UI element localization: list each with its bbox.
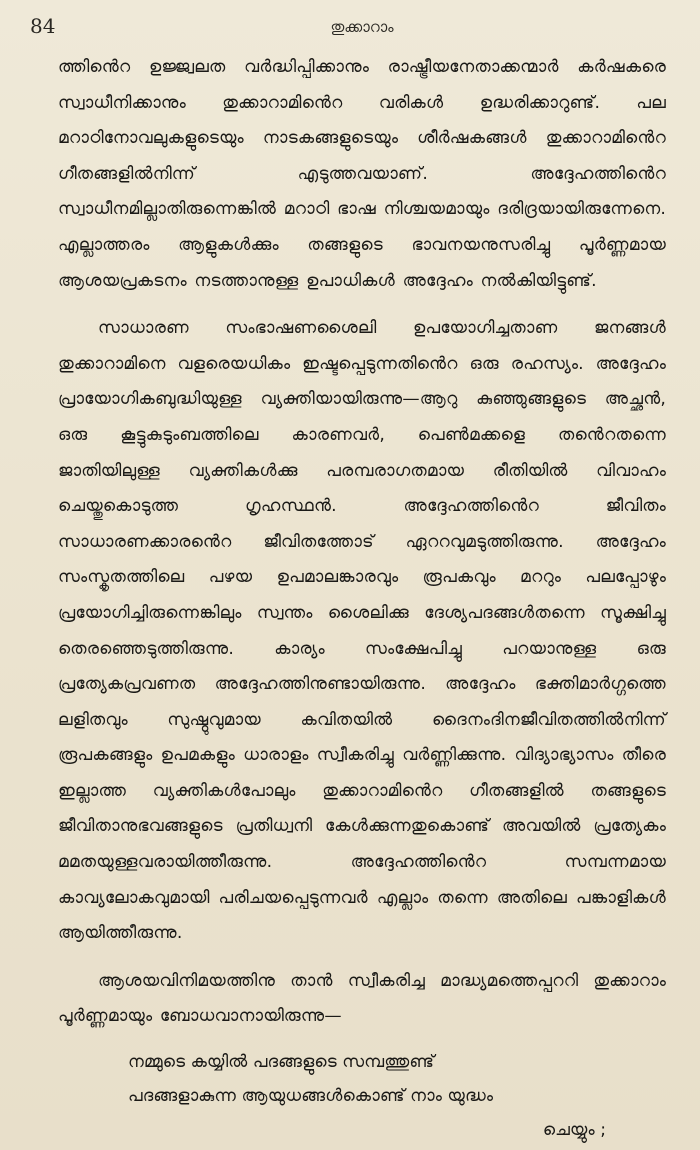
verse-line-1: നമ്മുടെ കയ്യിൽ പദങ്ങളുടെ സമ്പത്തുണ്ട് — [128, 1052, 435, 1073]
paragraph-3: ആശയവിനിമയത്തിനു താൻ സ്വീകരിച്ച മാദ്ധ്യമത്തെപ്പററി തുക്കാറാം പൂർണ്ണമായും ബോധവാനായിരുന്നു— — [58, 970, 666, 1027]
verse-line-3: ചെയ്യും ; — [542, 1120, 606, 1141]
body-text — [58, 50, 666, 1035]
running-head: തുക്കാറാം — [330, 18, 394, 36]
page-number: 84 — [30, 14, 56, 38]
page-header — [30, 14, 666, 50]
paragraph-1: ത്തിൻെറ ഉജ്ജ്വലത വർദ്ധിപ്പിക്കാനും രാഷ്ട്രീയനേതാക്കന്മാർ കർഷകരെ സ്വാധീനിക്കാനും തുക്കാറാമിൻെറ വരികൾ ഉദ്ധരിക്കാറുണ്ട്. പല മറാഠിനോവലുകളുടെയും നാടകങ്ങളുടെയും ശീർഷകങ്ങൾ തുക്കാറാമിൻെറ ഗീതങ്ങളിൽനിന്ന് എടുത്തവയാണ്. അദ്ദേഹത്തിൻെറ സ്വാധീനമില്ലാതിരുന്നെങ്കിൽ മറാഠി ഭാഷ നിശ്ചയമായും ദരിദ്രയായിരുന്നേനെ. എല്ലാത്തരം ആളുകൾക്കും തങ്ങളുടെ ഭാവനയനുസരിച്ചു പൂർണ്ണമായ ആശയപ്രകടനം നടത്താനുള്ള ഉപാധികൾ അദ്ദേഹം നൽകിയിട്ടുണ്ട്. — [58, 57, 666, 291]
verse-quote — [58, 1045, 666, 1147]
verse-line-2: പദങ്ങളാകുന്ന ആയുധങ്ങൾകൊണ്ട് നാം യുദ്ധം — [128, 1086, 494, 1107]
paragraph-2: സാധാരണ സംഭാഷണശൈലി ഉപയോഗിച്ചതാണ ജനങ്ങൾ തുക്കാറാമിനെ വളരെയധികം ഇഷ്ടപ്പെടുന്നതിൻെറ ഒരു രഹസ്യം. അദ്ദേഹം പ്രായോഗികബുദ്ധിയുള്ള വ്യക്തിയായിരുന്നു—ആറു കുഞ്ഞുങ്ങളുടെ അച്ഛൻ, ഒരു കൂട്ടുകുടുംബത്തിലെ കാരണവർ, പെൺമക്കളെ തൻെറതന്നെ ജാതിയിലുള്ള വ്യക്തികൾക്കു പരമ്പരാഗതമായ രീതിയിൽ വിവാഹം ചെയ്തുകൊടുത്ത ഗൃഹസ്ഥൻ. അദ്ദേഹത്തിൻെറ ജീവിതം സാധാരണക്കാരൻെറ ജീവിതത്തോട് ഏററവുമടുത്തിരുന്നു. അദ്ദേഹം സംസ്കൃതത്തിലെ പഴയ ഉപമാലങ്കാരവും രൂപകവും മററും പലപ്പോഴും പ്രയോഗിച്ചിരുന്നെങ്കിലും സ്വന്തം ശൈലിക്കു ദേശ്യപദങ്ങൾതന്നെ സൂക്ഷിച്ചു തെരഞ്ഞെടുത്തിരുന്നു. കാര്യം സംക്ഷേപിച്ചു പറയാനുള്ള ഒരു പ്രത്യേകപ്രവണത അദ്ദേഹത്തിനുണ്ടായിരുന്നു. അദ്ദേഹം ഭക്തിമാർഗ്ഗത്തെ ലളിതവും സുഷ്ഠുവുമായ കവിതയിൽ ദൈനംദിനജീവിതത്തിൽനിന്ന് രൂപകങ്ങളും ഉപമകളും ധാരാളം സ്വീകരിച്ചു വർണ്ണിക്കുന്നു. വിദ്യാഭ്യാസം തീരെ ഇല്ലാത്ത വ്യക്തികൾപോലും തുക്കാറാമിൻെറ ഗീതങ്ങളിൽ തങ്ങളുടെ ജീവിതാനുഭവങ്ങളുടെ പ്രതിധ്വനി കേൾക്കുന്നതുകൊണ്ട് അവയിൽ പ്രത്യേകം മമതയുള്ളവരായിത്തീരുന്നു. അദ്ദേഹത്തിൻെറ സമ്പന്നമായ കാവ്യലോകവുമായി പരിചയപ്പെടുന്നവർ എല്ലാം തന്നെ അതിലെ പങ്കാളികൾ ആയിത്തീരുന്നു. — [58, 318, 666, 944]
